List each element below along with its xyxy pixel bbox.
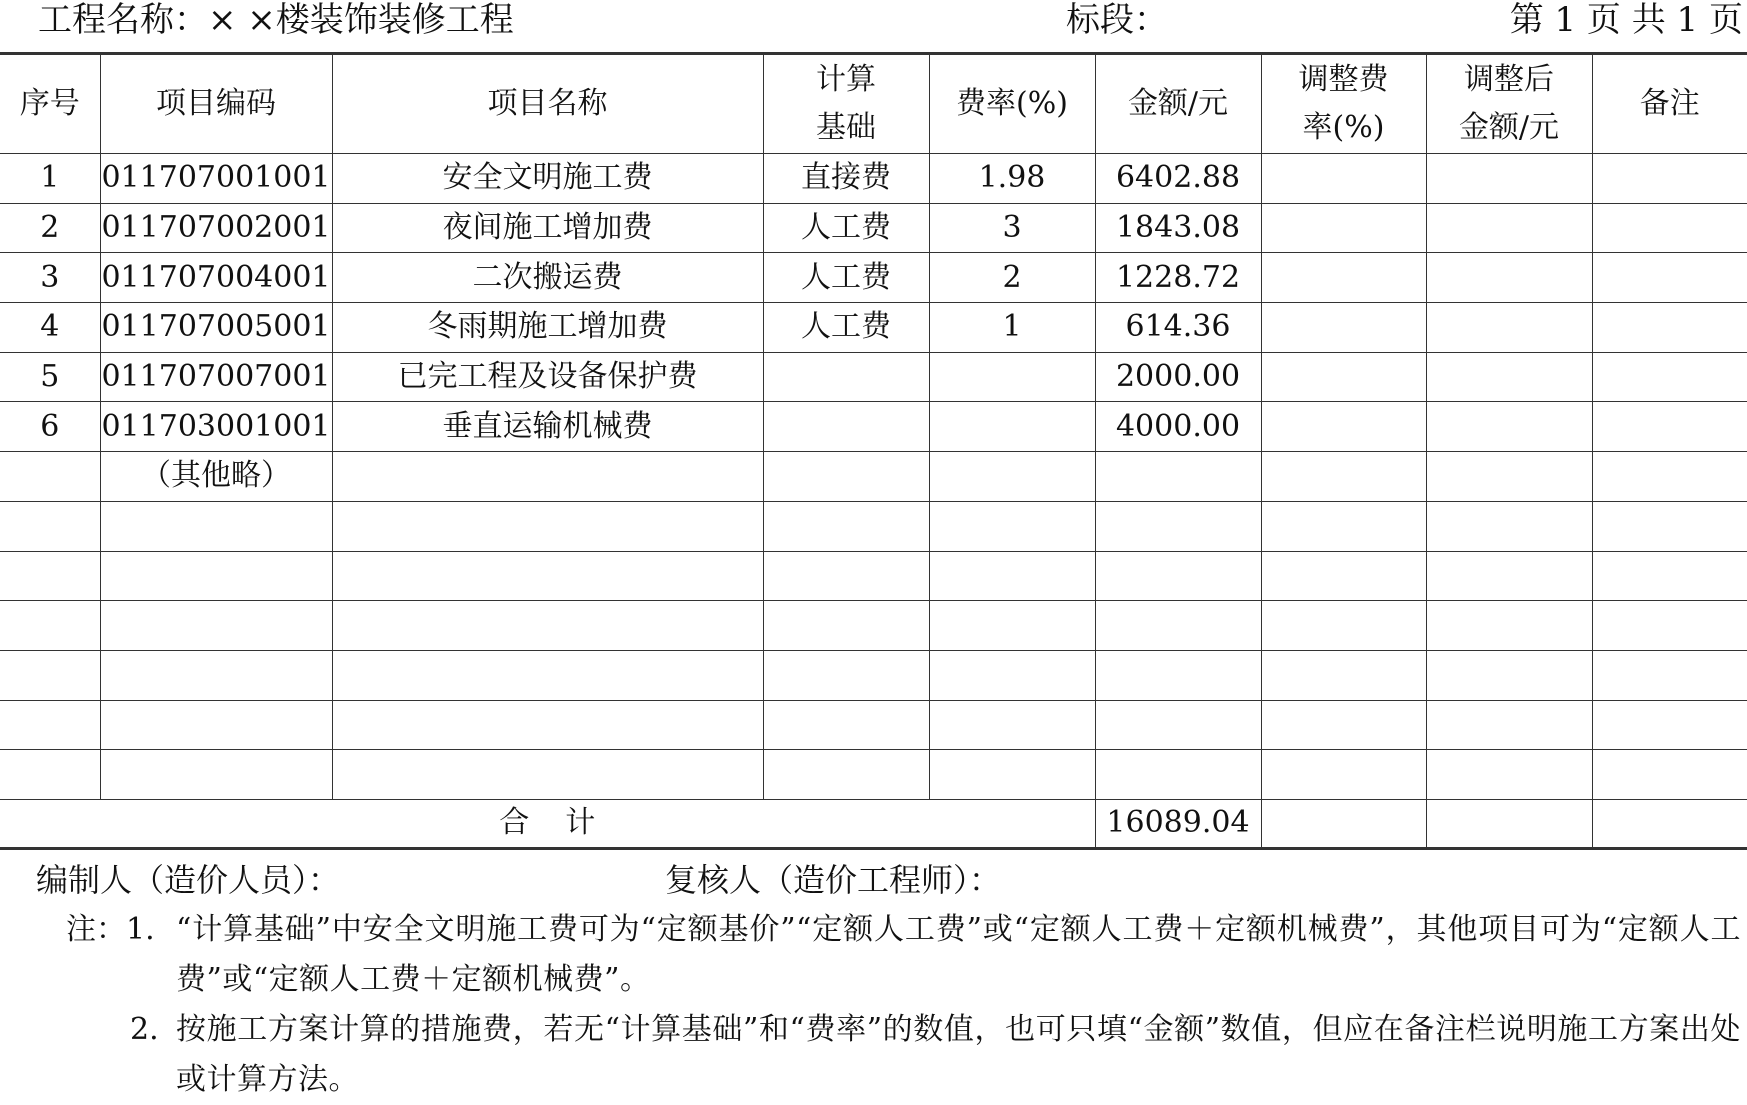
- cell-rate: [929, 601, 1095, 651]
- note-2-prefix: 2.: [130, 1012, 159, 1047]
- cell-adj-rate: [1261, 601, 1426, 651]
- table-row: [0, 601, 1747, 651]
- cell-amount: 1228.72: [1095, 253, 1261, 303]
- cell-amount: [1095, 501, 1261, 551]
- cell-rate: [929, 700, 1095, 750]
- cell-adj-amount: [1426, 352, 1592, 402]
- cell-calc-base: 人工费: [763, 253, 929, 303]
- cell-remark: [1592, 402, 1747, 452]
- cell-code: （其他略）: [100, 452, 332, 502]
- table-row: [0, 154, 1747, 204]
- cell-adj-amount: [1426, 700, 1592, 750]
- cell-remark: [1592, 551, 1747, 601]
- cell-no: [0, 452, 100, 502]
- cell-calc-base: [763, 700, 929, 750]
- cell-code: [100, 601, 332, 651]
- cell-calc-base: [763, 452, 929, 502]
- cell-name: [332, 551, 763, 601]
- col-header-adj-rate-line2: 率(%): [1302, 110, 1385, 145]
- col-header-code: 项目编码: [100, 54, 332, 154]
- note-1-text: “计算基础”中安全文明施工费可为“定额基价”“定额人工费”或“定额人工费＋定额机械费”，其他项目可为“定额人工费”或“定额人工费＋定额机械费”。: [176, 912, 1741, 997]
- col-header-adj-amount-line2: 金额/元: [1458, 110, 1560, 145]
- cell-rate: [929, 650, 1095, 700]
- cell-code: [100, 750, 332, 800]
- col-header-amount: 金额/元: [1095, 54, 1261, 154]
- cell-rate: [929, 551, 1095, 601]
- cell-name: 垂直运输机械费: [332, 402, 763, 452]
- cell-rate: 1: [929, 303, 1095, 353]
- col-header-adj-rate-line1: 调整费: [1298, 62, 1389, 97]
- cell-calc-base: [763, 601, 929, 651]
- compiler-label: 编制人（造价人员）：: [36, 861, 341, 899]
- col-header-calc-base-line2: 基础: [816, 110, 876, 145]
- col-header-adj-amount-line1: 调整后: [1464, 62, 1554, 97]
- cell-adj-rate: [1261, 253, 1426, 303]
- page-indicator: 第 1 页 共 1 页: [1509, 0, 1743, 40]
- cell-remark: [1592, 253, 1747, 303]
- total-label: [0, 799, 1095, 848]
- note-2-text: 按施工方案计算的措施费，若无“计算基础”和“费率”的数值，也可只填“金额”数值，但应在备注栏说明施工方案出处或计算方法。: [176, 1012, 1741, 1097]
- cell-amount: [1095, 750, 1261, 800]
- cell-adj-amount: [1426, 551, 1592, 601]
- cell-remark: [1592, 750, 1747, 800]
- table-row: [0, 253, 1747, 303]
- cell-name: [332, 750, 763, 800]
- note-1-prefix: 注：1.: [66, 912, 155, 947]
- cell-calc-base: 人工费: [763, 303, 929, 353]
- cell-rate: [929, 750, 1095, 800]
- cell-amount: [1095, 601, 1261, 651]
- col-header-adj-rate: [1261, 54, 1426, 154]
- cell-amount: 1843.08: [1095, 203, 1261, 253]
- cell-adj-amount: [1426, 650, 1592, 700]
- cell-calc-base: [763, 352, 929, 402]
- document-header: [0, 0, 1747, 52]
- cell-no: 6: [0, 402, 100, 452]
- cell-adj-rate: [1261, 501, 1426, 551]
- cell-name: [332, 601, 763, 651]
- cell-amount: [1095, 700, 1261, 750]
- cell-amount: 2000.00: [1095, 352, 1261, 402]
- cell-adj-rate: [1261, 203, 1426, 253]
- cell-no: [0, 650, 100, 700]
- cell-remark: [1592, 203, 1747, 253]
- cell-calc-base: 人工费: [763, 203, 929, 253]
- cell-calc-base: [763, 650, 929, 700]
- cell-name: 安全文明施工费: [332, 154, 763, 204]
- cell-amount: 614.36: [1095, 303, 1261, 353]
- cell-code: 011707007001: [100, 352, 332, 402]
- cell-name: [332, 452, 763, 502]
- cell-adj-rate: [1261, 154, 1426, 204]
- cell-rate: 2: [929, 253, 1095, 303]
- table-row: [0, 402, 1747, 452]
- cell-code: 011703001001: [100, 402, 332, 452]
- cell-name: [332, 650, 763, 700]
- signature-line: [0, 857, 1747, 903]
- cell-name: 二次搬运费: [332, 253, 763, 303]
- table-row: [0, 501, 1747, 551]
- cell-adj-amount: [1426, 452, 1592, 502]
- cell-adj-rate: [1261, 402, 1426, 452]
- cell-code: 011707004001: [100, 253, 332, 303]
- cell-name: 夜间施工增加费: [332, 203, 763, 253]
- cell-adj-rate: [1261, 352, 1426, 402]
- col-header-no: 序号: [0, 54, 100, 154]
- cell-no: [0, 501, 100, 551]
- cell-remark: [1592, 700, 1747, 750]
- cell-adj-amount: [1426, 501, 1592, 551]
- cell-no: 5: [0, 352, 100, 402]
- cell-adj-amount: [1426, 402, 1592, 452]
- cell-rate: [929, 352, 1095, 402]
- cell-adj-rate: [1261, 750, 1426, 800]
- cell-no: 4: [0, 303, 100, 353]
- col-header-remark: 备注: [1592, 54, 1747, 154]
- col-header-name: 项目名称: [332, 54, 763, 154]
- cell-rate: 3: [929, 203, 1095, 253]
- cell-amount: [1095, 551, 1261, 601]
- col-header-calc-base-line1: 计算: [816, 62, 876, 97]
- cell-remark: [1592, 452, 1747, 502]
- total-adj-amount: [1426, 799, 1592, 848]
- cell-adj-rate: [1261, 650, 1426, 700]
- cell-adj-amount: [1426, 253, 1592, 303]
- col-header-rate: 费率(%): [929, 54, 1095, 154]
- cell-adj-rate: [1261, 452, 1426, 502]
- total-label-text: 合计: [499, 805, 632, 841]
- cell-rate: [929, 501, 1095, 551]
- cell-remark: [1592, 303, 1747, 353]
- cell-remark: [1592, 352, 1747, 402]
- cell-rate: 1.98: [929, 154, 1095, 204]
- cell-code: [100, 650, 332, 700]
- total-row: [0, 799, 1747, 848]
- table-header-row: [0, 54, 1747, 154]
- total-amount: 16089.04: [1095, 799, 1261, 848]
- cell-rate: [929, 402, 1095, 452]
- cell-remark: [1592, 601, 1747, 651]
- cell-adj-rate: [1261, 303, 1426, 353]
- cell-no: 3: [0, 253, 100, 303]
- cell-name: [332, 501, 763, 551]
- total-remark: [1592, 799, 1747, 848]
- measures-fee-table: [0, 52, 1747, 850]
- col-header-adj-amount: [1426, 54, 1592, 154]
- cell-code: [100, 700, 332, 750]
- table-row: [0, 352, 1747, 402]
- cell-adj-amount: [1426, 750, 1592, 800]
- cell-adj-rate: [1261, 700, 1426, 750]
- table-row: [0, 700, 1747, 750]
- cell-amount: 4000.00: [1095, 402, 1261, 452]
- cell-calc-base: [763, 501, 929, 551]
- note-2: [0, 1005, 1747, 1103]
- reviewer-label: 复核人（造价工程师）：: [665, 861, 1002, 899]
- cell-name: [332, 700, 763, 750]
- cell-calc-base: [763, 402, 929, 452]
- note-1: [0, 905, 1747, 1003]
- cell-remark: [1592, 501, 1747, 551]
- table-row: [0, 551, 1747, 601]
- cell-amount: [1095, 452, 1261, 502]
- cell-rate: [929, 452, 1095, 502]
- table-row: [0, 452, 1747, 502]
- cell-no: [0, 551, 100, 601]
- cell-no: [0, 601, 100, 651]
- cell-no: 1: [0, 154, 100, 204]
- cell-code: 011707005001: [100, 303, 332, 353]
- cell-calc-base: 直接费: [763, 154, 929, 204]
- cell-no: 2: [0, 203, 100, 253]
- section-label: 标段：: [1066, 0, 1168, 40]
- cell-remark: [1592, 650, 1747, 700]
- cell-adj-amount: [1426, 203, 1592, 253]
- cell-code: 011707002001: [100, 203, 332, 253]
- cell-name: 冬雨期施工增加费: [332, 303, 763, 353]
- cell-name: 已完工程及设备保护费: [332, 352, 763, 402]
- table-row: [0, 303, 1747, 353]
- cell-no: [0, 750, 100, 800]
- cell-adj-amount: [1426, 601, 1592, 651]
- cell-adj-amount: [1426, 154, 1592, 204]
- cell-amount: 6402.88: [1095, 154, 1261, 204]
- cell-code: [100, 551, 332, 601]
- table-row: [0, 750, 1747, 800]
- cell-calc-base: [763, 750, 929, 800]
- cell-adj-amount: [1426, 303, 1592, 353]
- cell-code: [100, 501, 332, 551]
- table-body: [0, 154, 1747, 800]
- cell-remark: [1592, 154, 1747, 204]
- table-row: [0, 650, 1747, 700]
- cell-adj-rate: [1261, 551, 1426, 601]
- total-adj-rate: [1261, 799, 1426, 848]
- cell-code: 011707001001: [100, 154, 332, 204]
- cell-calc-base: [763, 551, 929, 601]
- project-name: 工程名称：× ×楼装饰装修工程: [38, 0, 514, 40]
- cell-amount: [1095, 650, 1261, 700]
- cell-no: [0, 700, 100, 750]
- table-row: [0, 203, 1747, 253]
- col-header-calc-base: [763, 54, 929, 154]
